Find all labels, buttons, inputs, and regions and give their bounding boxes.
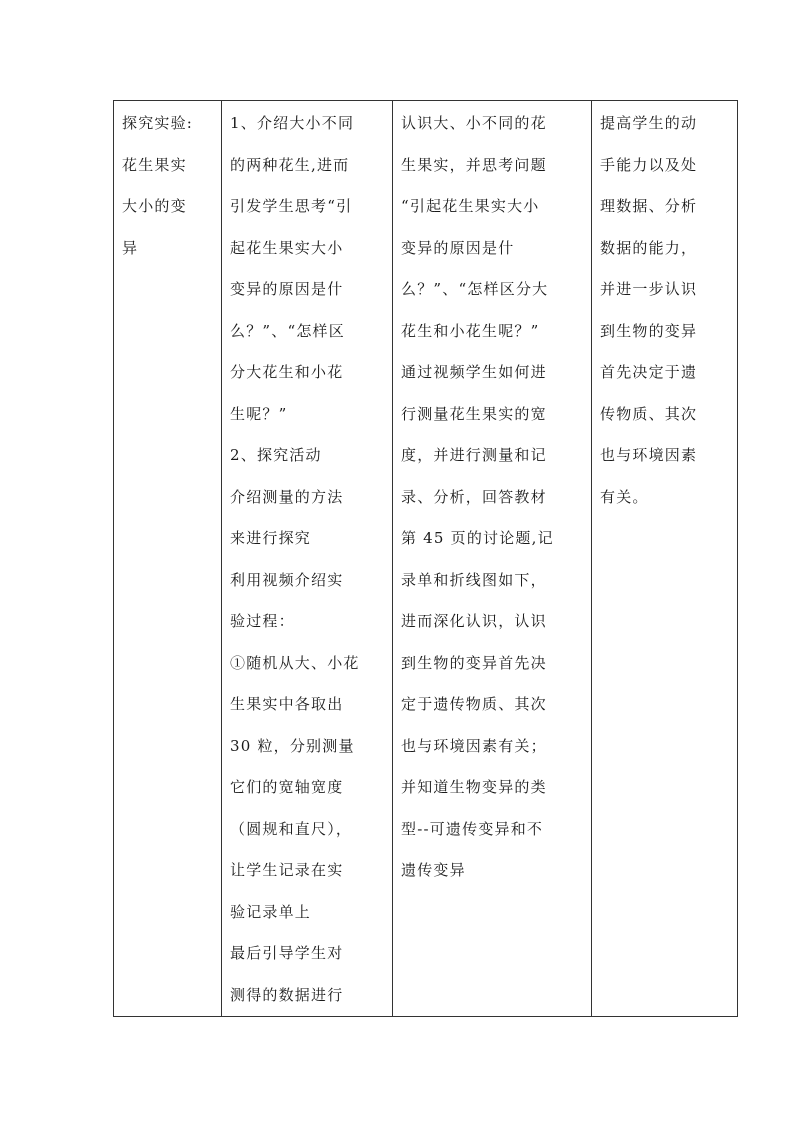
- teacher-activity-cell: [222, 101, 393, 1017]
- lesson-plan-table: [113, 100, 738, 1017]
- cell-text-line: 花生果实: [122, 155, 187, 174]
- cell-text-line: 变异的原因是什: [401, 238, 515, 257]
- cell-text-line: 手能力以及处: [600, 155, 698, 174]
- cell-text-line: 生果实，并思考问题: [401, 155, 547, 174]
- cell-text-line: 理数据、分析: [600, 197, 698, 215]
- cell-text-line: 30 粒，分别测量: [230, 736, 355, 755]
- cell-text-line: 么？”、“怎样区: [230, 321, 345, 340]
- design-intent-cell: [592, 101, 738, 1017]
- cell-text-line: 传物质、其次: [600, 404, 698, 423]
- cell-text-line: 录、分析，回答教材: [401, 487, 547, 506]
- activity-name-cell: [114, 101, 222, 1017]
- cell-text-line: 到生物的变异首先决: [401, 653, 547, 672]
- cell-text-line: 它们的宽轴宽度: [230, 778, 344, 796]
- cell-text-line: 验过程：: [230, 612, 295, 630]
- student-activity-cell: [393, 101, 592, 1017]
- cell-text-line: 最后引导学生对: [230, 944, 344, 962]
- cell-text-line: （圆规和直尺），: [230, 819, 353, 838]
- cell-text-line: 验记录单上: [230, 902, 312, 921]
- cell-text-line: 并进一步认识: [600, 280, 698, 298]
- cell-text-line: 分大花生和小花: [230, 363, 344, 381]
- cell-text-line: 让学生记录在实: [230, 861, 344, 879]
- cell-text-line: 并知道生物变异的类: [401, 778, 547, 796]
- cell-text-line: 生呢？”: [230, 404, 288, 423]
- cell-text-line: 也与环境因素: [600, 446, 698, 464]
- cell-text-line: 提高学生的动: [600, 114, 698, 132]
- cell-text-line: 度，并进行测量和记: [401, 446, 547, 464]
- cell-text-line: 有关。: [600, 487, 649, 506]
- cell-text-line: 介绍测量的方法: [230, 487, 344, 506]
- cell-text-line: 1、介绍大小不同: [230, 114, 355, 132]
- cell-text-line: 变异的原因是什: [230, 280, 344, 298]
- cell-text-line: 测得的数据进行: [230, 985, 344, 1004]
- cell-text-line: 异: [122, 238, 139, 257]
- cell-text-line: 遗传变异: [401, 861, 466, 879]
- cell-text-line: 也与环境因素有关；: [401, 736, 547, 755]
- cell-text-line: 探究实验:: [122, 114, 194, 132]
- cell-text-line: 首先决定于遗: [600, 363, 698, 381]
- cell-text-line: 型--可遗传变异和不: [401, 819, 544, 838]
- cell-text-line: 录单和折线图如下，: [401, 570, 547, 589]
- table-row: [114, 101, 738, 1017]
- cell-text-line: 来进行探究: [230, 529, 312, 547]
- cell-text-line: 认识大、小不同的花: [401, 114, 547, 132]
- cell-text-line: “引起花生果实大小: [401, 197, 540, 215]
- cell-text-line: 通过视频学生如何进: [401, 363, 547, 381]
- cell-text-line: 第 45 页的讨论题,记: [401, 529, 554, 547]
- cell-text-line: 的两种花生,进而: [230, 155, 350, 174]
- cell-text-line: 到生物的变异: [600, 321, 698, 340]
- cell-text-line: 进而深化认识，认识: [401, 612, 547, 630]
- cell-text-line: 起花生果实大小: [230, 238, 344, 257]
- cell-text-line: 定于遗传物质、其次: [401, 695, 547, 713]
- cell-text-line: 么？”、“怎样区分大: [401, 280, 549, 298]
- cell-text-line: 利用视频介绍实: [230, 570, 344, 589]
- cell-text-line: 行测量花生果实的宽: [401, 404, 547, 423]
- cell-text-line: 引发学生思考“引: [230, 197, 353, 215]
- cell-text-line: 大小的变: [122, 197, 187, 215]
- cell-text-line: ①随机从大、小花: [230, 653, 360, 672]
- cell-text-line: 2、探究活动: [230, 446, 322, 464]
- cell-text-line: 花生和小花生呢？”: [401, 321, 540, 340]
- cell-text-line: 生果实中各取出: [230, 695, 344, 713]
- cell-text-line: 数据的能力，: [600, 238, 698, 257]
